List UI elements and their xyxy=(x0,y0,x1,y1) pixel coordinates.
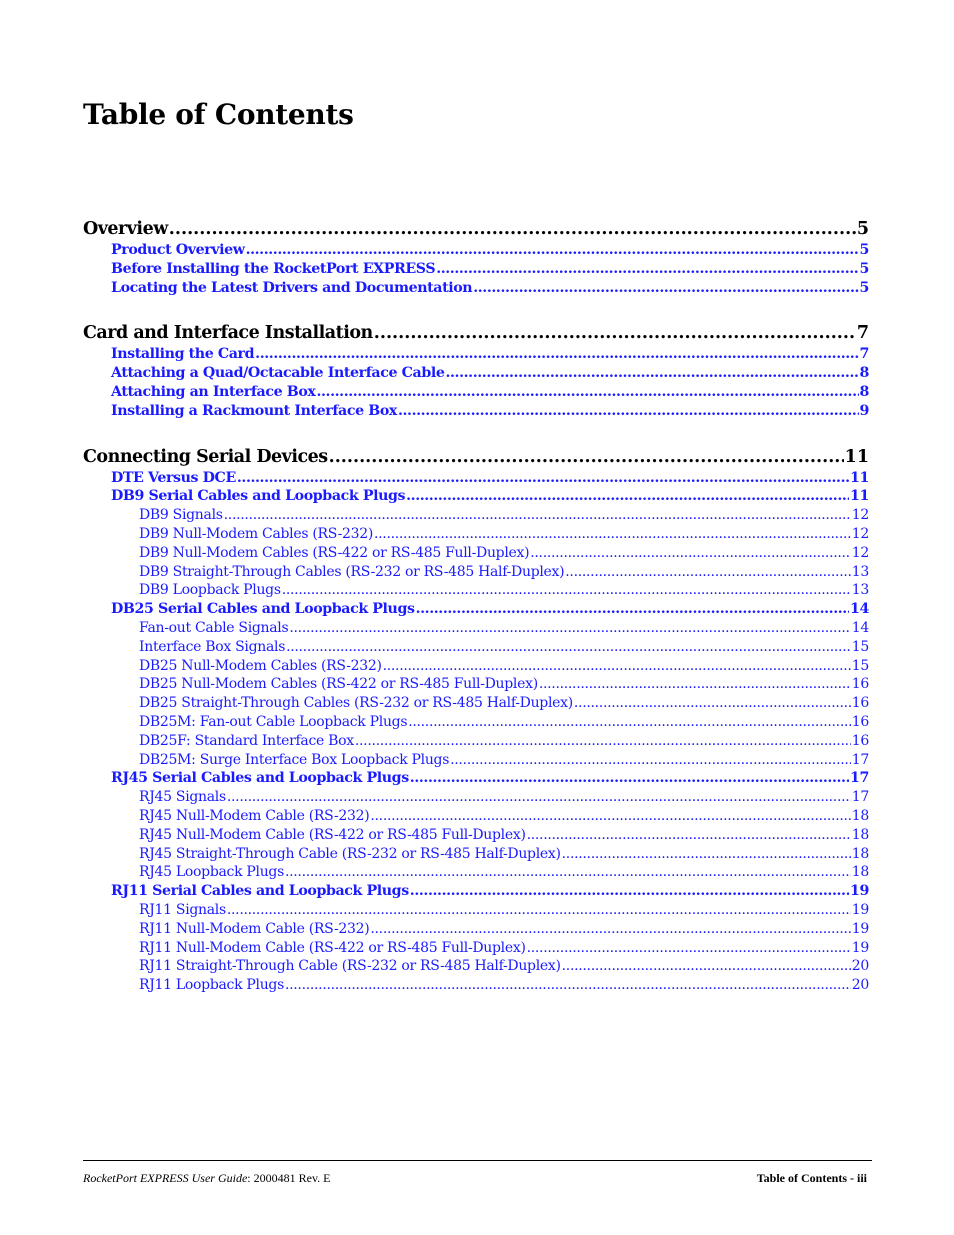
toc-entry-label: DB9 Loopback Plugs xyxy=(139,582,281,599)
toc-entry-level-1 xyxy=(83,217,869,241)
footer-doc-title: RocketPort EXPRESS User Guide xyxy=(83,1171,248,1185)
toc-entry-label: Card and Interface Installation xyxy=(83,323,373,344)
toc-entry-level-3[interactable] xyxy=(83,957,869,976)
dot-leader xyxy=(473,279,858,298)
dot-leader xyxy=(565,563,851,582)
toc-entry-label: Interface Box Signals xyxy=(139,638,286,655)
toc-entry-page-number: 12 xyxy=(851,507,869,524)
toc-entry-page-number: 7 xyxy=(856,323,869,344)
toc-entry-label: DB9 Null-Modem Cables (RS-422 or RS-485 Full-Duplex) xyxy=(139,544,530,561)
dot-leader xyxy=(374,321,856,345)
toc-entry-page-number: 18 xyxy=(851,864,869,881)
toc-entry-level-2[interactable] xyxy=(83,383,869,402)
toc-entry-label: Installing a Rackmount Interface Box xyxy=(111,402,397,419)
toc-entry-label: RJ45 Signals xyxy=(139,789,226,806)
toc-entry-page-number: 16 xyxy=(851,695,869,712)
toc-entry-label: DB25M: Surge Interface Box Loopback Plugs xyxy=(139,751,450,768)
toc-entry-level-3[interactable] xyxy=(83,863,869,882)
toc-entry-page-number: 20 xyxy=(851,977,869,994)
toc-entry-page-number: 20 xyxy=(851,958,869,975)
toc-entry-page-number: 12 xyxy=(851,525,869,542)
toc-entry-page-number: 7 xyxy=(859,346,869,363)
dot-leader xyxy=(227,901,851,920)
toc-entry-page-number: 5 xyxy=(856,219,869,239)
toc-entry-label: Before Installing the RocketPort EXPRESS xyxy=(111,260,436,277)
toc-entry-level-1 xyxy=(83,445,869,469)
toc-entry-label: RJ11 Serial Cables and Loopback Plugs xyxy=(111,883,409,900)
toc-entry-label: Connecting Serial Devices xyxy=(83,446,328,467)
toc-entry-level-2[interactable] xyxy=(83,882,869,901)
toc-entry-label: RJ11 Null-Modem Cable (RS-232) xyxy=(139,920,370,937)
footer-divider xyxy=(83,1160,872,1161)
dot-leader xyxy=(282,581,851,600)
toc-entry-label: DB25 Serial Cables and Loopback Plugs xyxy=(111,601,415,618)
toc-entry-page-number: 11 xyxy=(844,446,869,467)
toc-entry-level-2[interactable] xyxy=(83,241,869,260)
toc-entry-page-number: 19 xyxy=(851,901,869,918)
toc-entry-level-2[interactable] xyxy=(83,402,869,421)
toc-entry-page-number: 9 xyxy=(859,402,869,419)
dot-leader xyxy=(406,487,849,506)
toc-entry-label: DTE Versus DCE xyxy=(111,469,236,486)
toc-entry-level-3[interactable] xyxy=(83,901,869,920)
toc-entry-page-number: 16 xyxy=(851,732,869,749)
toc-entry-level-2[interactable] xyxy=(83,769,869,788)
toc-entry-label: RJ11 Straight-Through Cable (RS-232 or RS-485 Half-Duplex) xyxy=(139,958,561,975)
toc-entry-page-number: 5 xyxy=(859,242,869,258)
dot-leader xyxy=(383,657,851,676)
toc-entry-label: RJ45 Null-Modem Cable (RS-422 or RS-485 Full-Duplex) xyxy=(139,826,526,843)
toc-entry-label: Overview xyxy=(83,219,168,239)
toc-entry-page-number: 17 xyxy=(851,789,869,806)
toc-entry-level-3[interactable] xyxy=(83,581,869,600)
toc-entry-page-number: 18 xyxy=(851,826,869,843)
toc-entry-level-3[interactable] xyxy=(83,694,869,713)
dot-leader xyxy=(224,506,851,525)
dot-leader xyxy=(370,920,850,939)
toc-entry-label: RJ11 Null-Modem Cable (RS-422 or RS-485 Full-Duplex) xyxy=(139,939,526,956)
toc-entry-label: DB9 Signals xyxy=(139,507,223,524)
toc-entry-page-number: 19 xyxy=(851,939,869,956)
toc-entry-page-number: 16 xyxy=(851,676,869,693)
dot-leader xyxy=(416,600,849,619)
toc-entry-level-3[interactable] xyxy=(83,544,869,563)
toc-entry-page-number: 13 xyxy=(851,582,869,599)
toc-entry-level-3[interactable] xyxy=(83,525,869,544)
toc-entry-label: Attaching an Interface Box xyxy=(111,383,316,400)
toc-entry-level-3[interactable] xyxy=(83,638,869,657)
toc-entry-label: DB25M: Fan-out Cable Loopback Plugs xyxy=(139,713,408,730)
toc-entry-label: DB25 Straight-Through Cables (RS-232 or RS-485 Half-Duplex) xyxy=(139,695,573,712)
toc-entry-label: DB9 Straight-Through Cables (RS-232 or RS-485 Half-Duplex) xyxy=(139,563,565,580)
dot-leader xyxy=(289,619,850,638)
toc-entry-page-number: 17 xyxy=(850,770,869,787)
toc-entry-level-3[interactable] xyxy=(83,939,869,958)
toc-entry-label: RJ11 Signals xyxy=(139,901,226,918)
toc-entry-level-2[interactable] xyxy=(83,260,869,279)
toc-entry-level-3[interactable] xyxy=(83,788,869,807)
dot-leader xyxy=(374,525,851,544)
dot-leader xyxy=(255,345,858,364)
dot-leader xyxy=(355,732,851,751)
toc-entry-level-3[interactable] xyxy=(83,826,869,845)
dot-leader xyxy=(246,241,859,260)
dot-leader xyxy=(527,939,851,958)
table-of-contents xyxy=(83,217,869,995)
toc-entry-page-number: 17 xyxy=(851,751,869,768)
dot-leader xyxy=(169,217,856,241)
dot-leader xyxy=(370,807,850,826)
toc-entry-level-3[interactable] xyxy=(83,845,869,864)
toc-entry-level-3[interactable] xyxy=(83,807,869,826)
toc-entry-page-number: 16 xyxy=(851,713,869,730)
toc-entry-page-number: 19 xyxy=(850,883,869,900)
toc-entry-page-number: 11 xyxy=(850,469,869,486)
toc-entry-label: RJ45 Straight-Through Cable (RS-232 or RS-485 Half-Duplex) xyxy=(139,845,561,862)
dot-leader xyxy=(408,713,851,732)
toc-entry-level-2[interactable] xyxy=(83,487,869,506)
toc-entry-label: RJ45 Null-Modem Cable (RS-232) xyxy=(139,807,370,824)
dot-leader xyxy=(398,402,859,421)
toc-entry-page-number: 5 xyxy=(859,260,869,277)
dot-leader xyxy=(530,544,851,563)
toc-entry-label: DB25 Null-Modem Cables (RS-422 or RS-485 Full-Duplex) xyxy=(139,676,538,693)
toc-entry-level-3[interactable] xyxy=(83,619,869,638)
footer-doc-info xyxy=(83,1171,331,1186)
toc-entry-label: RJ11 Loopback Plugs xyxy=(139,977,284,994)
toc-entry-label: DB25F: Standard Interface Box xyxy=(139,732,354,749)
toc-entry-level-1 xyxy=(83,321,869,345)
toc-entry-page-number: 18 xyxy=(851,845,869,862)
dot-leader xyxy=(227,788,851,807)
dot-leader xyxy=(574,694,851,713)
toc-entry-page-number: 11 xyxy=(850,488,869,505)
dot-leader xyxy=(410,769,849,788)
toc-entry-level-2[interactable] xyxy=(83,279,869,298)
dot-leader xyxy=(285,863,851,882)
dot-leader xyxy=(445,364,858,383)
toc-entry-level-3[interactable] xyxy=(83,506,869,525)
dot-leader xyxy=(285,976,851,995)
toc-entry-level-2[interactable] xyxy=(83,345,869,364)
toc-entry-page-number: 12 xyxy=(851,544,869,561)
dot-leader xyxy=(562,957,851,976)
toc-entry-page-number: 8 xyxy=(859,383,869,400)
toc-entry-level-3[interactable] xyxy=(83,976,869,995)
dot-leader xyxy=(436,260,858,279)
toc-entry-label: DB9 Null-Modem Cables (RS-232) xyxy=(139,525,373,542)
toc-entry-label: RJ45 Serial Cables and Loopback Plugs xyxy=(111,770,409,787)
toc-entry-level-3[interactable] xyxy=(83,675,869,694)
toc-entry-level-2[interactable] xyxy=(83,364,869,383)
toc-entry-label: Attaching a Quad/Octacable Interface Cable xyxy=(111,365,445,382)
toc-entry-page-number: 8 xyxy=(859,365,869,382)
toc-entry-level-3[interactable] xyxy=(83,751,869,770)
toc-entry-level-3[interactable] xyxy=(83,920,869,939)
dot-leader xyxy=(237,469,849,488)
dot-leader xyxy=(562,845,851,864)
toc-entry-label: DB25 Null-Modem Cables (RS-232) xyxy=(139,657,382,674)
toc-entry-level-3[interactable] xyxy=(83,732,869,751)
toc-entry-level-3[interactable] xyxy=(83,657,869,676)
dot-leader xyxy=(286,638,851,657)
toc-entry-label: Product Overview xyxy=(111,242,245,258)
toc-entry-page-number: 14 xyxy=(850,601,869,618)
toc-entry-level-2[interactable] xyxy=(83,600,869,619)
toc-entry-level-2[interactable] xyxy=(83,469,869,488)
toc-entry-page-number: 5 xyxy=(859,279,869,296)
toc-entry-page-number: 18 xyxy=(851,807,869,824)
dot-leader xyxy=(316,383,858,402)
toc-entry-page-number: 14 xyxy=(851,619,869,636)
footer-page-label: Table of Contents - iii xyxy=(756,1171,867,1185)
toc-entry-label: Locating the Latest Drivers and Documentation xyxy=(111,279,473,296)
dot-leader xyxy=(410,882,849,901)
dot-leader xyxy=(539,675,851,694)
toc-entry-page-number: 13 xyxy=(851,563,869,580)
dot-leader xyxy=(527,826,851,845)
dot-leader xyxy=(450,751,851,770)
toc-entry-page-number: 19 xyxy=(851,920,869,937)
dot-leader xyxy=(329,445,844,469)
page-title: Table of Contents xyxy=(83,98,354,131)
toc-entry-label: Fan-out Cable Signals xyxy=(139,619,289,636)
footer-doc-number: : 2000481 Rev. E xyxy=(247,1171,331,1185)
toc-entry-page-number: 15 xyxy=(851,638,869,655)
toc-entry-level-3[interactable] xyxy=(83,713,869,732)
toc-entry-label: RJ45 Loopback Plugs xyxy=(139,864,284,881)
toc-entry-level-3[interactable] xyxy=(83,563,869,582)
toc-entry-label: Installing the Card xyxy=(111,346,255,363)
toc-entry-label: DB9 Serial Cables and Loopback Plugs xyxy=(111,488,406,505)
toc-entry-page-number: 15 xyxy=(851,657,869,674)
